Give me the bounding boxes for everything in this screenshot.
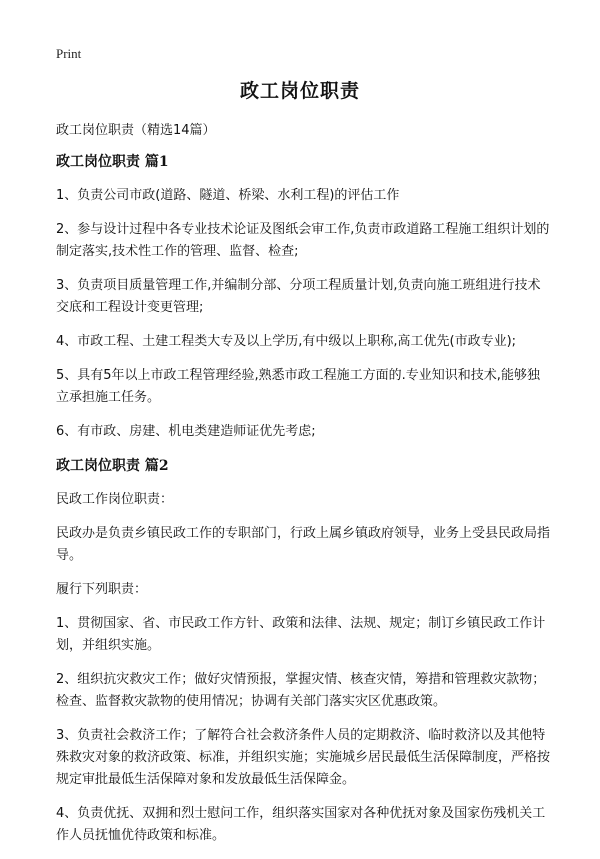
document-subtitle: 政工岗位职责（精选14篇）	[56, 123, 216, 138]
paragraph: 3、负责社会救济工作；了解符合社会救济条件人员的定期救济、临时救济以及其他特殊救灾对象的救济政策、标准，并组织实施；实施城乡居民最低生活保障制度，严格按规定审批最低生活保障对象和发放最低生活保障金。	[56, 728, 551, 787]
paragraph: 5、具有5年以上市政工程管理经验,熟悉市政工程施工方面的.专业知识和技术,能够独立承担施工任务。	[56, 368, 540, 405]
section-heading: 政工岗位职责 篇2	[56, 458, 169, 474]
paragraph: 2、参与设计过程中各专业技术论证及图纸会审工作,负责市政道路工程施工组织计划的制定落实,技术性工作的管理、监督、检查;	[56, 222, 550, 259]
paragraph: 1、负责公司市政(道路、隧道、桥梁、水利工程)的评估工作	[56, 188, 400, 203]
paragraph: 1、贯彻国家、省、市民政工作方针、政策和法律、法规、规定；制订乡镇民政工作计划，并组织实施。	[56, 616, 546, 653]
paragraph: 4、负责优抚、双拥和烈士慰问工作，组织落实国家对各种优抚对象及国家伤残机关工作人员抚恤优待政策和标准。	[56, 806, 546, 843]
section-1	[56, 151, 552, 443]
paragraph: 2、组织抗灾救灾工作；做好灾情预报，掌握灾情、核查灾情，筹措和管理救灾款物；检查、监督救灾款物的使用情况；协调有关部门落实灾区优惠政策。	[56, 672, 546, 709]
paragraph: 3、负责项目质量管理工作,并编制分部、分项工程质量计划,负责向施工班组进行技术交底和工程设计变更管理;	[56, 278, 541, 315]
paragraph: 履行下列职责：	[56, 582, 148, 597]
print-label: Print	[56, 46, 82, 61]
paragraph: 民政办是负责乡镇民政工作的专职部门，行政上属乡镇政府领导，业务上受县民政局指导。	[56, 526, 551, 563]
paragraph: 民政工作岗位职责：	[56, 492, 174, 507]
section-heading: 政工岗位职责 篇1	[56, 154, 169, 170]
document-body	[56, 120, 552, 859]
paragraph: 4、市政工程、土建工程类大专及以上学历,有中级以上职称,高工优先(市政专业);	[56, 334, 517, 349]
document-title: 政工岗位职责	[239, 80, 360, 102]
section-2	[56, 455, 552, 847]
paragraph: 6、有市政、房建、机电类建造师证优先考虑;	[56, 424, 316, 439]
